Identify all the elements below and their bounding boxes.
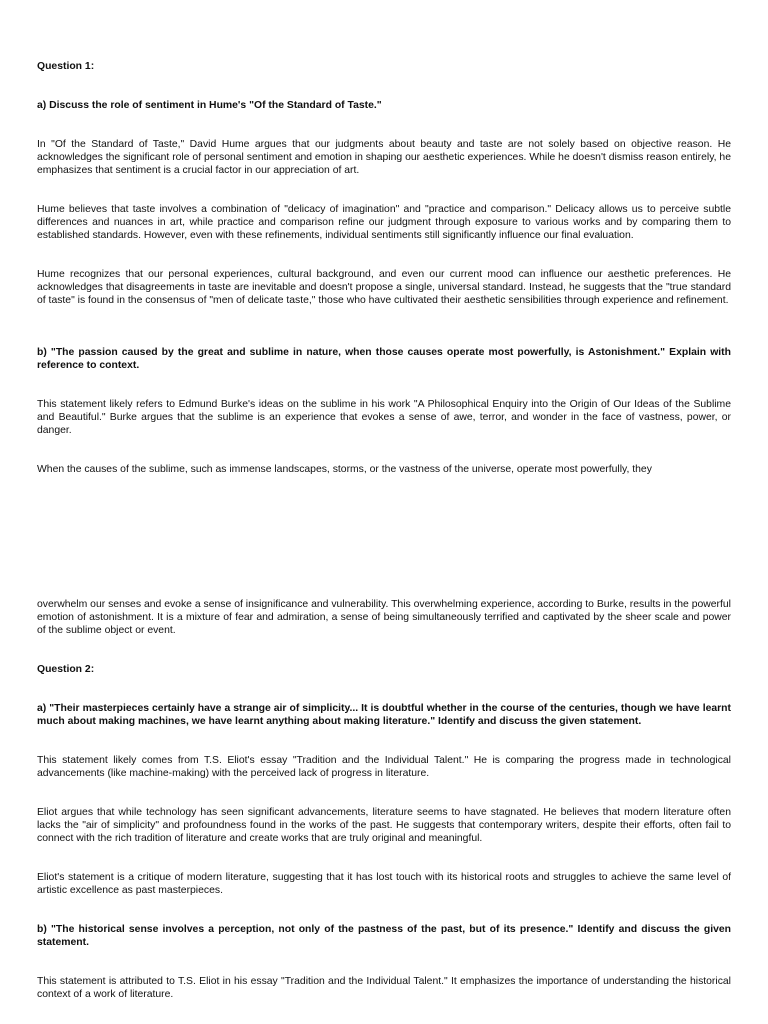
question-2a-paragraph-2: Eliot argues that while technology has seen significant advancements, literature seems to have stagnated. He believes that modern literature often lacks the "air of simplicity" and profoundness found in the works of the past. He suggests that contemporary writers, despite their efforts, often fail to connect with the rich tradition of literature and create works that are truly original and meaningful. — [37, 807, 731, 844]
question-2a-prompt: a) "Their masterpieces certainly have a strange air of simplicity... It is doubtful whether in the course of the centuries, though we have learnt much about making machines, we have learnt anything about making literature." Identify and discuss the given statement. — [37, 703, 731, 727]
question-1b-paragraph-2: When the causes of the sublime, such as immense landscapes, storms, or the vastness of the universe, operate most powerfully, they — [37, 464, 652, 475]
question-1a-paragraph-1: In "Of the Standard of Taste," David Hume argues that our judgments about beauty and taste are not solely based on objective reason. He acknowledges the significant role of personal sentiment and emotion in shaping our aesthetic experiences. While he doesn't dismiss reason entirely, he emphasizes that sentiment is a crucial factor in our appreciation of art. — [37, 139, 731, 176]
question-1b-prompt: b) "The passion caused by the great and sublime in nature, when those causes operate most powerfully, is Astonishment." Explain with reference to context. — [37, 347, 731, 371]
question-1a-paragraph-3: Hume recognizes that our personal experiences, cultural background, and even our current mood can influence our aesthetic preferences. He acknowledges that disagreements in taste are inevitable and doesn't propose a single, universal standard. Instead, he suggests that the "true standard of taste" is found in the consensus of "men of delicate taste," those who have cultivated their aesthetic sensibilities through experience and refinement. — [37, 269, 731, 306]
question-1a-prompt: a) Discuss the role of sentiment in Hume's "Of the Standard of Taste." — [37, 100, 382, 111]
question-1b-paragraph-1: This statement likely refers to Edmund Burke's ideas on the sublime in his work "A Philosophical Enquiry into the Origin of Our Ideas of the Sublime and Beautiful." Burke argues that the sublime is an experience that evokes a sense of awe, terror, and wonder in the face of vastness, power, or danger. — [37, 399, 731, 436]
question-2-heading: Question 2: — [37, 664, 95, 675]
question-2b-prompt: b) "The historical sense involves a perception, not only of the pastness of the past, but of its presence." Identify and discuss the given statement. — [37, 924, 731, 948]
question-1-heading: Question 1: — [37, 61, 95, 72]
question-1b-paragraph-3: overwhelm our senses and evoke a sense of insignificance and vulnerability. This overwhelming experience, according to Burke, results in the powerful emotion of astonishment. It is a mixture of fear and admiration, a sense of being simultaneously terrified and captivated by the sheer scale and power of the sublime object or event. — [37, 599, 731, 636]
question-2a-paragraph-1: This statement likely comes from T.S. Eliot's essay "Tradition and the Individual Talent." He is comparing the progress made in technological advancements (like machine-making) with the perceived lack of progress in literature. — [37, 755, 731, 779]
question-1a-paragraph-2: Hume believes that taste involves a combination of "delicacy of imagination" and "practice and comparison." Delicacy allows us to perceive subtle differences and nuances in art, while practice and comparison refine our judgment through exposure to various works and by comparing them to established standards. However, even with these refinements, individual sentiments still significantly influence our final evaluation. — [37, 204, 731, 241]
question-2b-paragraph-1: This statement is attributed to T.S. Eliot in his essay "Tradition and the Individual Talent." It emphasizes the importance of understanding the historical context of a work of literature. — [37, 976, 731, 1000]
question-2a-paragraph-3: Eliot's statement is a critique of modern literature, suggesting that it has lost touch with its historical roots and struggles to achieve the same level of artistic excellence as past masterpieces. — [37, 872, 731, 896]
